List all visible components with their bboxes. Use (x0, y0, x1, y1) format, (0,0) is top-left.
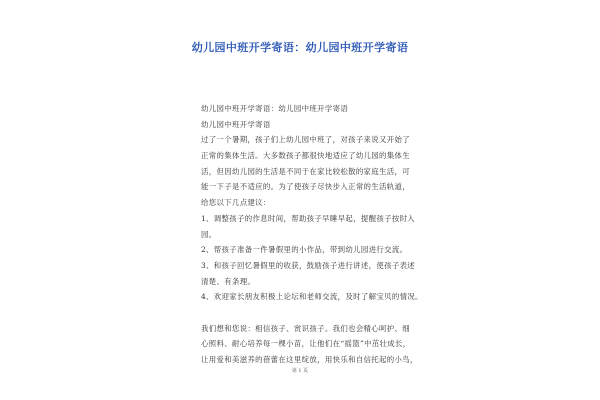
document-title: 幼儿园中班开学寄语：幼儿园中班开学寄语 (191, 41, 409, 54)
paragraph-gap (201, 305, 421, 321)
body-line: 幼儿园中班开学寄语：幼儿园中班开学寄语 (201, 104, 349, 113)
body-line: 园。 (201, 229, 217, 239)
body-line: 让用爱和美滋养的蓓蕾在这里绽放，用快乐和自信托起的小鸟， (201, 355, 418, 364)
page-number: 第 1 页 (291, 368, 309, 374)
body-line: 活，但因幼儿园的生活是不同于在家比较松散的家庭生活，可 (201, 166, 410, 176)
body-line: 1、调整孩子的作息时间，帮助孩子早睡早起，提醒孩子按时入 (201, 213, 416, 223)
body-line: 给您以下几点建议： (201, 198, 271, 208)
body-line: 过了一个暑期，孩子们上幼儿园中班了，对孩子来说又开始了 (201, 135, 410, 145)
document-body (201, 101, 421, 368)
body-line: 心照料、耐心培养每一棵小苗，让他们在“摇篮”中茁壮成长， (201, 339, 411, 349)
body-line: 正常的集体生活。大多数孩子都很快地适应了幼儿园的集体生 (201, 151, 410, 161)
body-line: 3、和孩子回忆暑假里的收获，鼓励孩子进行讲述，使孩子表述 (201, 260, 416, 270)
body-line: 幼儿园中班开学寄语 (201, 119, 271, 129)
body-line: 清楚、有条理。 (201, 276, 256, 286)
body-line: 能一下子是不适应的。为了使孩子尽快步入正常的生活轨道， (201, 182, 410, 192)
body-line: 4、欢迎家长朋友积极上论坛和老师交流，及时了解宝贝的情况。 (201, 292, 423, 302)
body-line: 我们想和您说：相信孩子、赏识孩子。我们也会精心呵护、细 (201, 323, 410, 333)
body-line: 2、帮孩子准备一件暑假里的小作品，带到幼儿园进行交流。 (201, 245, 408, 255)
